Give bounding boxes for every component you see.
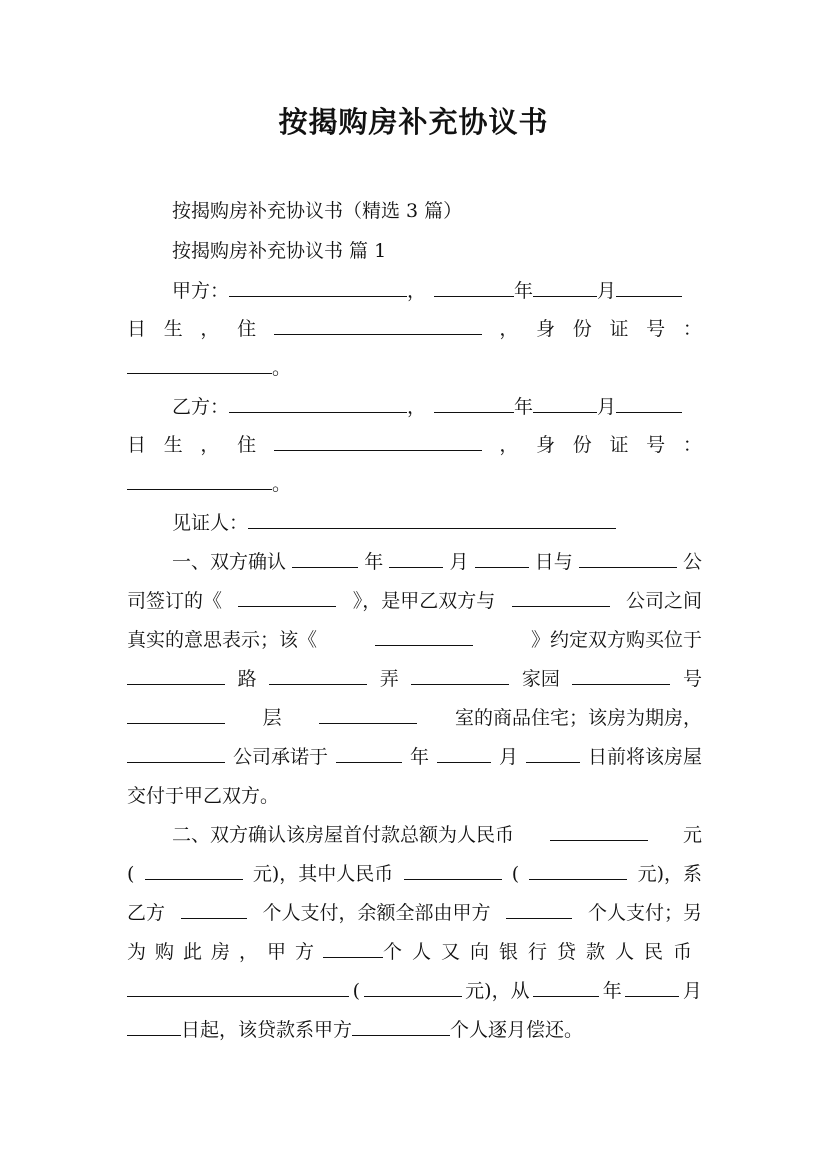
blank-field xyxy=(411,666,509,685)
text-segment: ( xyxy=(352,980,360,1002)
text-char: ， xyxy=(499,434,519,456)
text-segment: 公 xyxy=(682,551,702,573)
clause-1-line-5 xyxy=(127,705,702,731)
blank-field xyxy=(364,978,462,997)
text-segment: 》，是甲乙双方与 xyxy=(352,590,496,612)
text-char: 证 xyxy=(609,434,629,456)
document-title: 按揭购房补充协议书 xyxy=(278,105,549,139)
text-segment: 个人支付，余额全部由甲方 xyxy=(262,902,491,924)
blank-field xyxy=(269,666,367,685)
text-segment: 公司之间 xyxy=(625,590,702,612)
text-segment: 弄 xyxy=(379,668,399,690)
clause-2-line-4 xyxy=(127,939,702,965)
party-b-line-1 xyxy=(172,394,702,420)
blank-field xyxy=(292,549,358,568)
text-segment: 月 xyxy=(682,980,702,1002)
party-b-month-blank xyxy=(533,394,597,413)
text-segment: 个人逐月偿还。 xyxy=(450,1019,584,1041)
text-segment: 年 xyxy=(602,980,622,1002)
witness-label: 见证人： xyxy=(172,512,249,534)
comma: ， xyxy=(407,280,427,302)
witness-line xyxy=(172,510,702,536)
section-heading: 按揭购房补充协议书 篇 1 xyxy=(172,240,387,262)
blank-field xyxy=(319,705,417,724)
text-char: 号 xyxy=(646,318,666,340)
text-segment: 日起，该贷款系甲方 xyxy=(181,1019,353,1041)
text-segment: 月 xyxy=(498,746,518,768)
period: 。 xyxy=(272,357,292,379)
blank-field xyxy=(437,744,491,763)
blank-field xyxy=(389,549,443,568)
party-a-line-3 xyxy=(127,355,702,381)
blank-field xyxy=(579,549,677,568)
text-segment: 司签订的《 xyxy=(127,590,223,612)
text-char: 生 xyxy=(163,434,183,456)
blank-field xyxy=(127,978,349,997)
text-segment: 公司承诺于 xyxy=(232,746,328,768)
text-segment: 年 xyxy=(409,746,429,768)
witness-blank xyxy=(248,510,616,529)
blank-field xyxy=(512,588,610,607)
blank-field xyxy=(529,861,627,880)
month-label: 月 xyxy=(597,280,617,302)
blank-field xyxy=(238,588,336,607)
blank-field xyxy=(375,627,473,646)
clause-2-line-5 xyxy=(127,978,702,1004)
party-a-address-blank xyxy=(274,316,482,335)
party-a-line-1 xyxy=(172,278,702,304)
text-segment: 路 xyxy=(237,668,257,690)
party-b-line-2 xyxy=(127,432,702,458)
text-char: 住 xyxy=(237,318,257,340)
blank-field xyxy=(475,549,529,568)
text-char: 份 xyxy=(572,434,592,456)
party-a-year-blank xyxy=(434,278,514,297)
document-subtitle: 按揭购房补充协议书（精选 3 篇） xyxy=(172,200,463,222)
text-char: ， xyxy=(499,318,519,340)
blank-field xyxy=(127,744,225,763)
clause-2-line-3 xyxy=(127,900,702,926)
text-char: 生 xyxy=(163,318,183,340)
blank-field xyxy=(127,705,225,724)
text-segment: 》约定双方购买位于 xyxy=(530,629,702,651)
text-segment: 为购此房，甲方 xyxy=(127,941,324,963)
text-char: 号 xyxy=(646,434,666,456)
party-b-address-blank xyxy=(274,432,482,451)
text-segment: 家园 xyxy=(521,668,560,690)
text-segment: 真实的意思表示；该《 xyxy=(127,629,318,651)
year-label: 年 xyxy=(514,280,534,302)
text-segment: ( xyxy=(511,863,520,885)
year-label: 年 xyxy=(514,396,534,418)
text-segment: 个人又向银行贷款人民币 xyxy=(382,941,702,963)
text-segment: 月 xyxy=(449,551,469,573)
blank-field xyxy=(336,744,402,763)
text-segment: 二、双方确认该房屋首付款总额为人民币 xyxy=(172,824,515,846)
text-segment: ( xyxy=(127,863,135,885)
text-segment: 年 xyxy=(364,551,384,573)
clause-1-line-7: 交付于甲乙双方。 xyxy=(127,785,280,807)
text-segment: 元)，其中人民币 xyxy=(252,863,394,885)
text-segment: 元)，系 xyxy=(637,863,702,885)
party-b-day-blank xyxy=(616,394,682,413)
party-b-label: 乙方： xyxy=(172,396,230,418)
text-char: 日 xyxy=(127,434,147,456)
party-a-name-blank xyxy=(229,278,407,297)
clause-2-line-2 xyxy=(127,861,702,887)
text-segment: 日与 xyxy=(534,551,573,573)
clause-1-line-6 xyxy=(127,744,702,770)
blank-field xyxy=(323,939,383,958)
comma: ， xyxy=(407,396,427,418)
party-a-day-blank xyxy=(616,278,682,297)
blank-field xyxy=(572,666,670,685)
clause-1-line-1 xyxy=(172,549,702,575)
blank-field xyxy=(352,1017,450,1036)
period: 。 xyxy=(272,473,292,495)
text-segment: 乙方 xyxy=(127,902,166,924)
blank-field xyxy=(181,900,247,919)
blank-field xyxy=(526,744,580,763)
clause-1-line-4 xyxy=(127,666,702,692)
text-segment: 一、双方确认 xyxy=(172,551,287,573)
party-b-year-blank xyxy=(434,394,514,413)
blank-field xyxy=(506,900,572,919)
text-char: 身 xyxy=(536,434,556,456)
text-segment: 元)，从 xyxy=(465,980,530,1002)
month-label: 月 xyxy=(597,396,617,418)
text-char: 份 xyxy=(572,318,592,340)
blank-field xyxy=(127,1017,181,1036)
clause-1-line-3 xyxy=(127,627,702,653)
clause-1-line-2 xyxy=(127,588,702,614)
text-char: ： xyxy=(682,434,702,456)
party-a-id-blank xyxy=(127,355,272,374)
party-a-line-2 xyxy=(127,316,702,342)
blank-field xyxy=(533,978,599,997)
text-char: ， xyxy=(200,318,220,340)
clause-2-line-1 xyxy=(172,822,702,848)
blank-field xyxy=(625,978,679,997)
text-segment: 号 xyxy=(682,668,702,690)
text-char: 住 xyxy=(237,434,257,456)
text-char: 身 xyxy=(536,318,556,340)
text-char: 日 xyxy=(127,318,147,340)
blank-field xyxy=(550,822,648,841)
text-segment: 元 xyxy=(682,824,702,846)
party-b-line-3 xyxy=(127,471,702,497)
text-segment: 室的商品住宅；该房为期房， xyxy=(454,707,702,729)
text-char: 证 xyxy=(609,318,629,340)
party-b-name-blank xyxy=(229,394,407,413)
text-char: ， xyxy=(200,434,220,456)
blank-field xyxy=(145,861,243,880)
blank-field xyxy=(404,861,502,880)
text-segment: 层 xyxy=(262,707,282,729)
text-segment: 日前将该房屋 xyxy=(587,746,702,768)
party-a-label: 甲方： xyxy=(172,280,230,302)
party-b-id-blank xyxy=(127,471,272,490)
blank-field xyxy=(127,666,225,685)
text-char: ： xyxy=(682,318,702,340)
clause-2-line-6 xyxy=(127,1017,702,1043)
party-a-month-blank xyxy=(533,278,597,297)
text-segment: 个人支付；另 xyxy=(587,902,702,924)
